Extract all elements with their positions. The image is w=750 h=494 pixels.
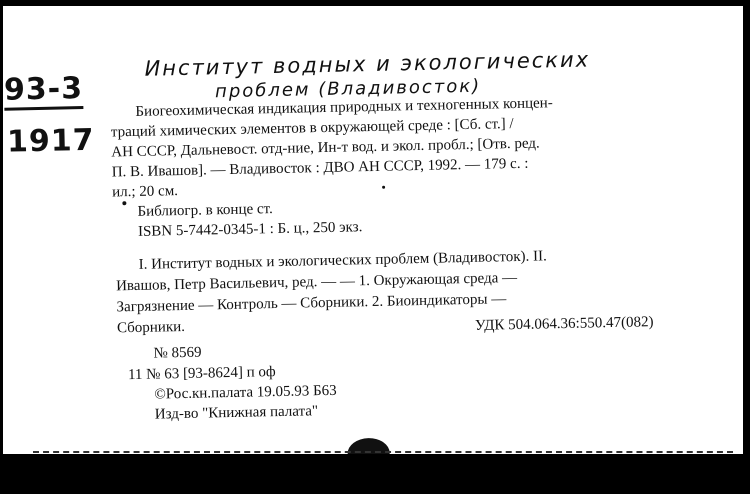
ink-speck [122,201,126,205]
tracings-line-2: Ивашов, Петр Васильевич, ред. — — 1. Окружающая среда — [115,269,518,295]
footer-number: № 8569 [153,344,202,362]
tracings-line-1: I. Институт водных и экологических проблем (Владивосток). II. [138,248,547,273]
tracings-line-3: Загрязнение — Контроль — Сборники. 2. Биоиндикаторы — [116,291,507,316]
card-content [3,6,743,454]
body-line-4: П. В. Ивашов]. — Владивосток : ДВО АН СССР, 1992. — 179 с. : [111,155,529,181]
ink-speck [382,186,385,189]
shelfmark-line2: 1917 [6,122,95,160]
footer-line-3: ©Рос.кн.палата 19.05.93 Б63 [154,382,337,403]
handwritten-heading-line1: Институт водных и экологических [144,47,591,81]
handwritten-heading-line2: проблем (Владивосток) [214,75,482,103]
body-line-5: ил.; 20 см. [111,183,179,201]
catalog-card [3,6,743,454]
body-line-6: Библиогр. в конце ст. [137,201,273,220]
footer-line-4: Изд-во "Книжная палата" [154,403,319,423]
shelfmark-line1: 93-3 [4,74,84,111]
tracings-line-4: Сборники. [116,318,186,337]
body-line-7: ISBN 5-7442-0345-1 : Б. ц., 250 экз. [137,219,363,240]
udc-code: УДК 504.064.36:550.47(082) [474,314,654,334]
card-bottom-edge [33,451,733,453]
body-line-1: Биогеохимическая индикация природных и техногенных концен- [135,95,553,120]
footer-line-2: 11 № 63 [93-8624] п оф [127,364,276,384]
body-line-2: траций химических элементов в окружающей среде : [Сб. ст.] / [110,116,514,141]
body-line-3: АН СССР, Дальневост. отд-ние, Ин-т вод. и экол. пробл.; [Отв. ред. [111,135,540,161]
